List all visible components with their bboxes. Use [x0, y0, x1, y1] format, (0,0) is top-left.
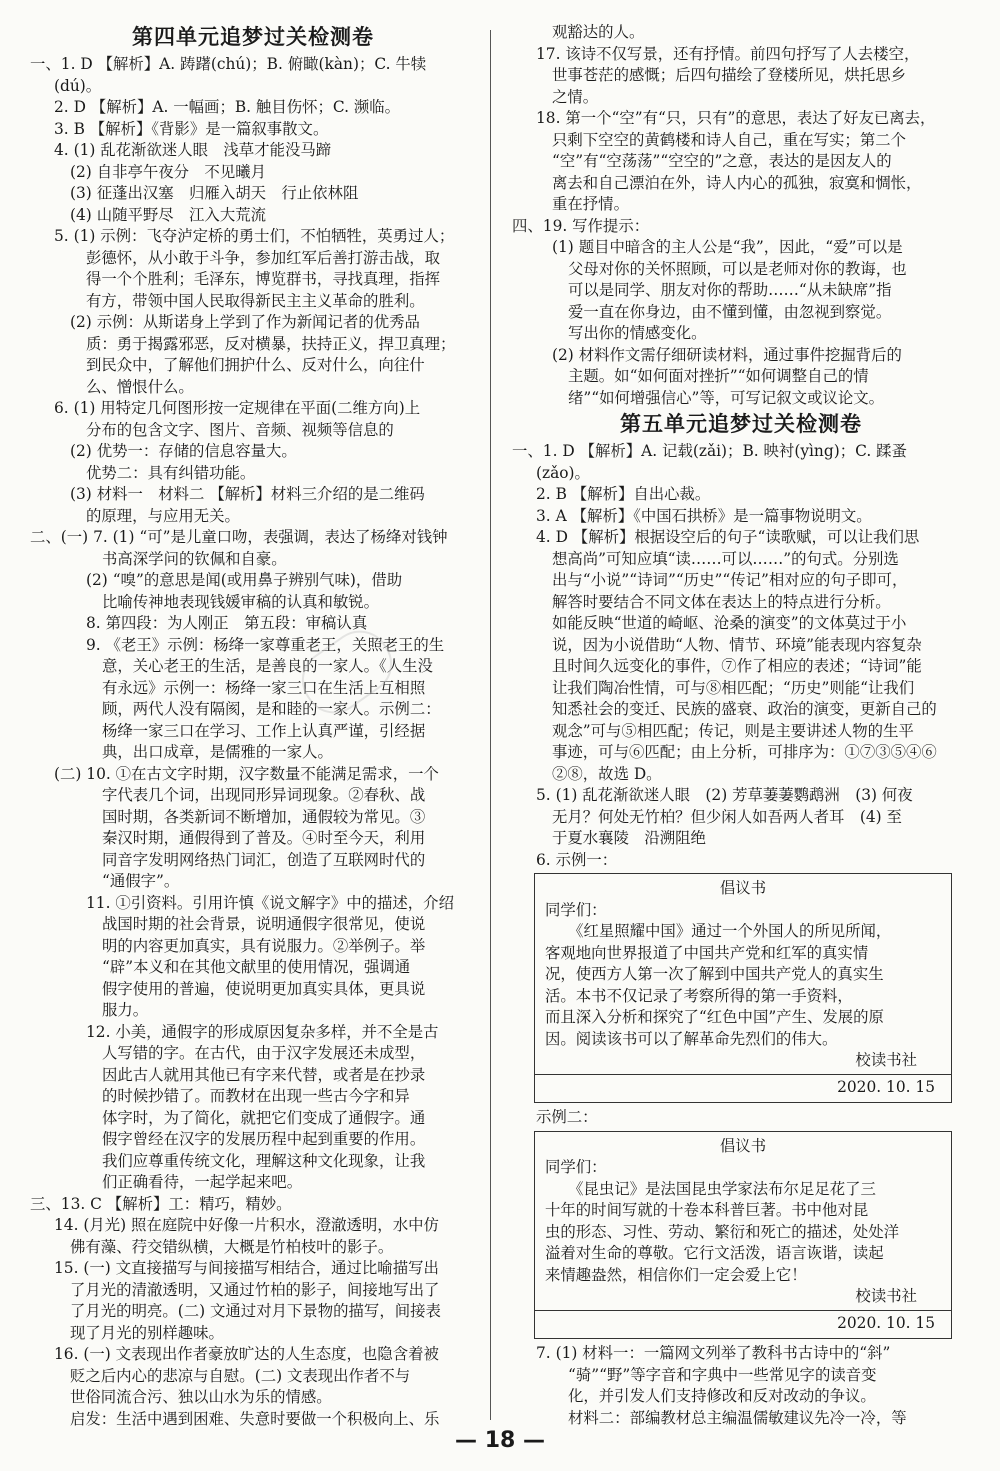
proposal-signature: 校读书社: [855, 1051, 917, 1069]
answer-line: 典，出口成章，是儒雅的一家人。: [102, 743, 333, 761]
answer-line: 明的内容更加真实，具有说服力。②举例子。举: [102, 936, 426, 955]
proposal-body-line: 溢着对生命的尊敬。它行文活泼，语言诙谐，读起: [545, 1244, 884, 1262]
answer-line: 重在抒情。: [552, 195, 629, 213]
answer-line: 的原理，与应用无关。: [86, 506, 240, 525]
proposal-title: 倡议书: [719, 879, 767, 897]
answer-line: 可以是同学、朋友对你的帮助……“从未缺席”指: [568, 281, 892, 299]
answer-line: 知悉社会的变迁、民族的盛衰、政治的演变，更新自己的: [552, 700, 937, 718]
answer-line: 16. (一) 文表现出作者豪放旷达的人生态度，也隐含着被: [54, 1345, 439, 1363]
proposal-body-line: 《昆虫记》是法国昆虫学家法布尔足足花了三: [545, 1179, 876, 1198]
answer-line: 4. (1) 乱花渐欲迷人眼 浅草才能没马蹄: [54, 141, 332, 159]
answer-line: 离去和自己漂泊在外，诗人内心的孤独，寂寞和惆怅，: [552, 173, 922, 192]
right-answer-lines-a: [512, 22, 970, 409]
proposal-divider: [535, 1074, 951, 1075]
answer-line: (3) 材料一 材料二 【解析】材料三介绍的是二维码: [70, 485, 425, 503]
answer-line: 字代表几个词，出现同形异词现象。②春秋、战: [102, 786, 426, 804]
answer-line: 事迹，可与⑥匹配；由上分析，可排序为：①⑦③⑤④⑥: [552, 743, 937, 761]
answer-line: 4. D 【解析】根据设空后的句子“读歌赋，可以让我们思: [536, 528, 920, 546]
left-column: [30, 22, 476, 1430]
answer-line: (2) 材料作文需仔细研读材料，通过事件挖掘背后的: [552, 345, 902, 364]
answer-line: 9. 《老王》示例：杨绛一家尊重老王，关照老王的生: [86, 635, 445, 654]
answer-line: 质：勇于揭露邪恶，反对横暴，扶持正义，捍卫真理；: [86, 334, 456, 353]
answer-line: 同音字发明网络热门词汇，创造了互联网时代的: [102, 850, 426, 869]
answer-line: 比喻传神地表现钱媛审稿的认真和敏锐。: [102, 592, 380, 611]
answer-line: 于夏水襄陵 沿溯阻绝: [552, 829, 706, 847]
proposal-body-line: 况，使西方人第一次了解到中国共产党人的真实生: [545, 965, 884, 983]
answer-line: 贬之后内心的悲凉与自慰。(二) 文表现出作者不与: [70, 1366, 411, 1385]
answer-line: 观念”可与⑤相匹配；传记，则是主要讲述人物的生平: [552, 721, 914, 740]
answer-line: 一、1. D 【解析】A. 记载(zǎi)；B. 映衬(yìng)；C. 蹂蚤: [512, 442, 907, 460]
answer-line: 且时间久远变化的事件，⑦作了相应的表述；“诗词”能: [552, 657, 922, 675]
answer-line: 绪”“如何增强信心”等，可写记叙文或议论文。: [568, 388, 885, 407]
answer-line: 只剩下空空的黄鹤楼和诗人自己，重在写实；第二个: [552, 130, 906, 149]
answer-line: (4) 山随平野尽 江入大荒流: [70, 205, 266, 224]
answer-line: 8. 第四段：为人刚正 第五段：审稿认真: [86, 614, 368, 632]
answer-line: 解答时要结合不同文体在表达上的特点进行分析。: [552, 592, 891, 611]
answer-line: (3) 征蓬出汉塞 归雁入胡天 行止依林阻: [70, 184, 359, 202]
answer-line: 18. 第一个“空”有“只，只有”的意思，表达了好友已离去，: [536, 109, 936, 127]
answer-line: 四、19. 写作提示：: [512, 216, 650, 235]
proposal-body: [545, 921, 941, 1050]
answer-line: 主题。如“如何面对挫折”“如何调整自己的情: [568, 367, 869, 385]
proposal-body: [545, 1179, 941, 1287]
page-number: — 18 —: [455, 1428, 545, 1453]
left-answer-lines: [30, 54, 476, 1430]
answer-line: 11. ①引资料。引用许慎《说文解字》中的描述，介绍: [86, 893, 454, 912]
answer-line: (二) 10. ①在古文字时期，汉字数量不能满足需求，一个: [54, 764, 439, 783]
answer-line: 启发：生活中遇到困难、失意时要做一个积极向上、乐: [70, 1409, 440, 1428]
answer-line: 杨绛一家三口在学习、工作上认真严谨，引经据: [102, 721, 426, 740]
proposal-box-2: [534, 1131, 952, 1340]
answer-line: 观豁达的人。: [552, 23, 645, 41]
proposal-greeting: 同学们：: [545, 1158, 607, 1176]
answer-line: 秦汉时期，通假得到了普及。④时至今天，利用: [102, 829, 426, 847]
answer-line: (zǎo)。: [536, 463, 590, 482]
answer-line: 说，因为小说借助“人物、情节、环境”能表现内容复杂: [552, 635, 922, 654]
answer-line: 想高尚”可知应填“读……可以……”的句式。分别选: [552, 549, 899, 568]
answer-line: 世事苍茫的感慨；后四句描绘了登楼所见，烘托思乡: [552, 66, 906, 84]
answer-line: 们正确看待，一起学起来吧。: [102, 1173, 303, 1191]
answer-line: “空”有“空荡荡”“空空的”之意，表达的是因友人的: [552, 152, 892, 170]
answer-line: 了月光的清澈透明，又通过竹柏的影子，间接地写出了: [70, 1280, 440, 1299]
answer-line: 无月？何处无竹柏？但少闲人如吾两人者耳 (4) 至: [552, 807, 902, 826]
proposal-divider: [535, 1310, 951, 1311]
answer-line: 材料二：部编教材总主编温儒敏建议先冷一冷，等: [568, 1408, 907, 1427]
answer-line: 得一个个胜利；毛泽东，博览群书，寻找真理，指挥: [86, 270, 440, 288]
answer-line: 体字时，为了简化，就把它们变成了通假字。通: [102, 1108, 426, 1127]
answer-line: 写出你的情感变化。: [568, 324, 707, 342]
answer-line: (2) 示例：从斯诺身上学到了作为新闻记者的优秀品: [70, 313, 420, 331]
answer-line: 优势二：具有纠错功能。: [86, 463, 256, 482]
answer-line: “通假字”。: [102, 872, 180, 890]
answer-line: 如能反映“世道的崎岖、沧桑的演变”的文体莫过于小: [552, 614, 907, 632]
answer-line: 假字使用的普遍，使说明更加真实具体，更具说: [102, 979, 426, 998]
answer-line: (2) 自非亭午夜分 不见曦月: [70, 162, 266, 181]
proposal-body-line: 而且深入分析和探究了“红色中国”产生、发展的原: [545, 1008, 884, 1026]
section-title-unit4: 第四单元追梦过关检测卷: [132, 25, 374, 49]
answer-line: 我们应尊重传统文化，理解这种文化现象，让我: [102, 1151, 426, 1170]
answer-line: 么、憎恨什么。: [86, 377, 194, 396]
answer-line: 分布的包含文字、图片、音频、视频等信息的: [86, 420, 394, 439]
section-title-unit5: 第五单元追梦过关检测卷: [620, 412, 862, 436]
answer-line: 二、(一) 7. (1) “可”是儿童口吻，表强调，表达了杨绛对钱钟: [30, 528, 448, 546]
right-answer-lines-b: [512, 441, 970, 871]
answer-line: (2) “嗅”的意思是闻(或用鼻子辨别气味)，借助: [86, 571, 403, 589]
answer-line: 意，关心老王的生活，是善良的一家人。《人生没: [102, 657, 433, 675]
answer-line: 2. B 【解析】自出心裁。: [536, 485, 711, 503]
answer-line: 有方，带领中国人民取得新民主主义革命的胜利。: [86, 291, 425, 310]
proposal-date: 2020. 10. 15: [837, 1313, 935, 1332]
proposal-box-1: [534, 873, 952, 1103]
answer-line: 现了月光的别样趣味。: [70, 1323, 224, 1342]
right-answer-lines-c: [512, 1343, 970, 1429]
proposal-title: 倡议书: [719, 1136, 767, 1155]
answer-line: “骑”“野”等字音和字典中一些常见字的读音变: [568, 1365, 877, 1384]
answer-line: 15. (一) 文直接描写与间接描写相结合，通过比喻描写出: [54, 1259, 439, 1277]
proposal-body-line: 因。阅读该书可以了解革命先烈们的伟大。: [545, 1029, 838, 1048]
answer-line: (1) 题目中暗含的主人公是“我”，因此，“爱”可以是: [552, 238, 903, 256]
answer-line: 爱一直在你身边，由不懂到懂，由忽视到察觉。: [568, 302, 892, 321]
answer-line: (2) 优势一：存储的信息容量大。: [70, 442, 297, 460]
answer-line: 人写错的字。在古代，由于汉字发展还未成型，: [102, 1044, 426, 1062]
answer-line: 佛有藻、荇交错纵横，大概是竹柏枝叶的影子。: [70, 1237, 394, 1256]
answer-line: 父母对你的关怀照顾，可以是老师对你的教诲，也: [568, 259, 907, 278]
answer-line: ②⑧，故选 D。: [552, 764, 662, 783]
answer-line: 6. 示例一：: [536, 850, 618, 869]
answer-line: 化，并引发人们支持修改和反对改动的争议。: [568, 1387, 876, 1405]
answer-line: 一、1. D 【解析】A. 踌躇(chú)；B. 俯瞰(kàn)；C. 牛犊: [30, 55, 427, 73]
answer-line: 6. (1) 用特定几何图形按一定规律在平面(二维方向)上: [54, 399, 421, 417]
answer-line: 彭德怀，从小敢于斗争，参加红军后善打游击战，取: [86, 248, 440, 267]
answer-line: 顾，两代人没有隔阂，是和睦的一家人。示例二：: [102, 700, 441, 718]
answer-line: 让我们陶冶性情，可与⑧相匹配；“历史”则能“让我们: [552, 678, 915, 697]
answer-line: 假字曾经在汉字的发展历程中起到重要的作用。: [102, 1130, 426, 1148]
answer-line: 有永远》示例一：杨绛一家三口在生活上互相照: [102, 678, 426, 697]
answer-line: 的时候抄错了。而教材在出现一些古今字和异: [102, 1087, 410, 1105]
proposal-body-line: 虫的形态、习性、劳动、繁衍和死亡的描述，处处洋: [545, 1222, 899, 1241]
proposal-body-line: 来情趣盎然，相信你们一定会爱上它！: [545, 1265, 807, 1284]
answer-line: 2. D 【解析】A. 一幅画；B. 触目伤怀；C. 濒临。: [54, 98, 401, 116]
answer-line: 7. (1) 材料一：一篇网文列举了教科书古诗中的“斜”: [536, 1344, 891, 1362]
proposal-greeting: 同学们：: [545, 900, 607, 919]
answer-line: 之情。: [552, 87, 599, 106]
answer-line: 了月光的明亮。(二) 文通过对月下景物的描写，间接表: [70, 1302, 441, 1320]
right-column: [512, 22, 970, 1429]
column-divider: [490, 30, 491, 1420]
answer-line: (dú)。: [54, 76, 102, 95]
answer-line: 战国时期的社会背景，说明通假字很常见，使说: [102, 915, 426, 933]
answer-line: 因此古人就用其他已有字来代替，或者是在抄录: [102, 1065, 426, 1084]
answer-line: 17. 该诗不仅写景，还有抒情。前四句抒写了人去楼空，: [536, 44, 920, 63]
answer-line: 5. (1) 示例：飞夺泸定桥的勇士们，不怕牺牲，英勇过人；: [54, 227, 455, 245]
answer-line: 世俗同流合污、独以山水为乐的情感。: [70, 1388, 332, 1406]
answer-line: 书高深学问的钦佩和自豪。: [102, 549, 287, 568]
answer-line: 服力。: [102, 1001, 149, 1019]
answer-line: 12. 小美，通假字的形成原因复杂多样，并不全是古: [86, 1022, 439, 1041]
proposal-body-line: 十年的时间写就的十卷本科普巨著。书中他对昆: [545, 1201, 869, 1219]
proposal-body-line: 《红星照耀中国》通过一个外国人的所见所闻，: [545, 922, 892, 940]
answer-line: “辟”本义和在其他文献里的使用情况，强调通: [102, 958, 411, 976]
proposal-body-line: 客观地向世界报道了中国共产党和红军的真实情: [545, 943, 869, 962]
answer-line: 5. (1) 乱花渐欲迷人眼 (2) 芳草萋萋鹦鹉洲 (3) 何夜: [536, 786, 913, 804]
answer-line: 3. B 【解析】《背影》是一篇叙事散文。: [54, 119, 329, 138]
example-two-label: 示例二：: [536, 1108, 598, 1126]
answer-line: 国时期，各类新词不断增加，通假较为常见。③: [102, 807, 426, 826]
proposal-signature: 校读书社: [855, 1287, 917, 1305]
answer-line: 3. A 【解析】《中国石拱桥》是一篇事物说明文。: [536, 506, 872, 525]
answer-line: 到民众中，了解他们拥护什么、反对什么，向往什: [86, 356, 425, 374]
answer-line: 出与“小说”“诗词”“历史”“传记”相对应的句子即可，: [552, 571, 908, 589]
answer-line: 14. (月光) 照在庭院中好像一片积水，澄澈透明，水中仿: [54, 1216, 439, 1234]
answer-line: 三、13. C 【解析】工：精巧，精妙。: [30, 1194, 292, 1213]
proposal-body-line: 活。本书不仅记录了考察所得的第一手资料，: [545, 986, 853, 1005]
proposal-date: 2020. 10. 15: [837, 1077, 935, 1096]
